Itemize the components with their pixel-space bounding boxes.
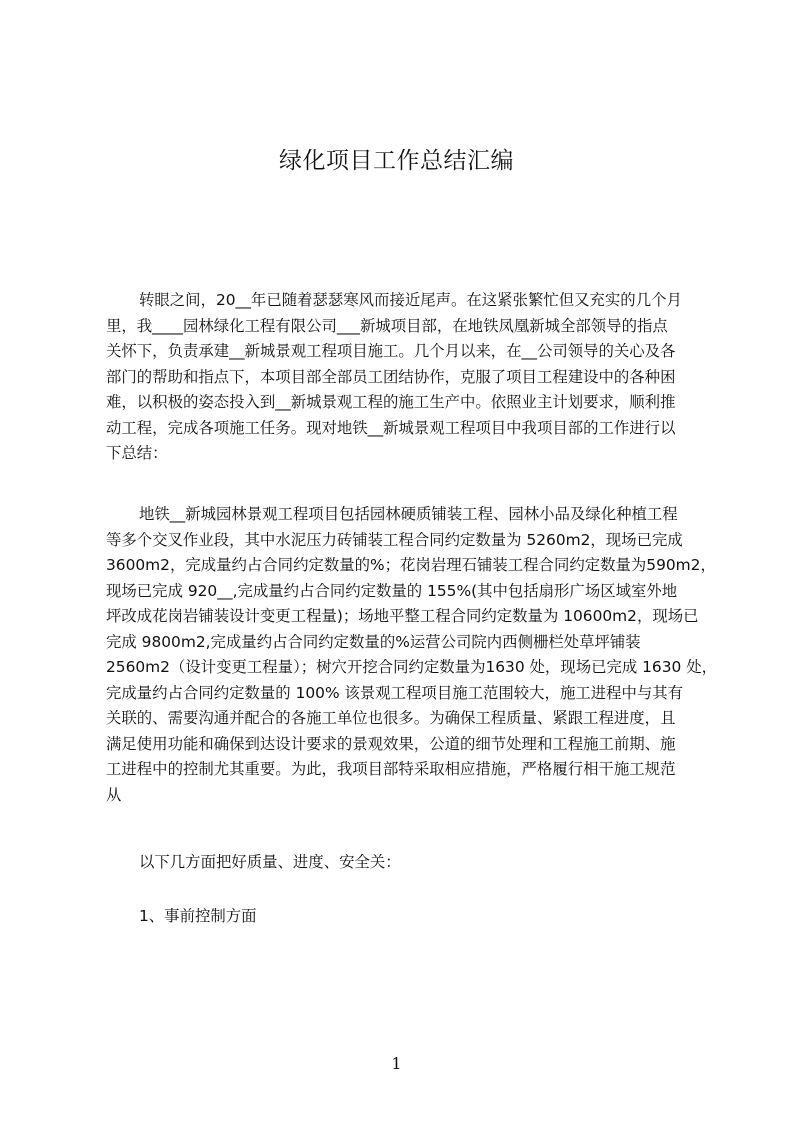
paragraph-line: 3600m2，完成量约占合同约定数量的%；花岗岩理石铺装工程合同约定数量为590m2，: [106, 556, 716, 574]
closing-line: 以下几方面把好质量、进度、安全关：: [139, 853, 401, 871]
paragraph-line: 动工程，完成各项施工任务。现对地铁__新城景观工程项目中我项目部的工作进行以: [106, 418, 676, 437]
paragraph-line: 满足使用功能和确保到达设计要求的景观效果，公道的细节处理和工程施工前期、施: [106, 734, 676, 753]
page-number: 1: [391, 1054, 402, 1073]
document-title: 绿化项目工作总结汇编: [279, 148, 514, 174]
paragraph-line: 关联的、需要沟通并配合的各施工单位也很多。为确保工程质量、紧跟工程进度，且: [106, 709, 676, 727]
paragraph-line: 转眼之间，20__年已随着瑟瑟寒风而接近尾声。在这紧张繁忙但又充实的几个月: [139, 291, 682, 309]
paragraph-line: 完成 9800m2,完成量约占合同约定数量的%运营公司院内西侧栅栏处草坪铺装: [106, 632, 641, 651]
paragraph-line: 下总结：: [106, 444, 168, 462]
paragraph-line: 现场已完成 920__,完成量约占合同约定数量的 155%(其中包括扇形广场区域室外地: [106, 581, 678, 600]
paragraph-line: 里，我____园林绿化工程有限公司___新城项目部，在地铁凤凰新城全部领导的指点: [106, 316, 668, 335]
paragraph-line: 工进程中的控制尤其重要。为此，我项目部特采取相应措施，严格履行相干施工规范: [106, 760, 676, 778]
section-heading: 1、事前控制方面: [139, 907, 257, 925]
paragraph-intro: [106, 288, 701, 467]
paragraph-line: 难，以积极的姿态投入到__新城景观工程的施工生产中。依照业主计划要求，顺利推: [106, 393, 676, 411]
paragraph-line: 完成量约占合同约定数量的 100% 该景观工程项目施工范围较大，施工进程中与其有: [106, 683, 684, 702]
paragraph-line: 部门的帮助和指点下，本项目部全部员工团结协作，克服了项目工程建设中的各种困: [106, 367, 676, 386]
paragraph-line: 2560m2（设计变更工程量）；树穴开挖合同约定数量为1630 处，现场已完成 1630 处，: [106, 658, 717, 676]
paragraph-line: 等多个交叉作业段，其中水泥压力砖铺装工程合同约定数量为 5260m2，现场已完成: [106, 530, 683, 549]
paragraph-line: 坪改成花岗岩铺装设计变更工程量)；场地平整工程合同约定数量为 10600m2，现场已: [106, 607, 699, 625]
paragraph-project-scope: [106, 502, 717, 808]
paragraph-line: 地铁__新城园林景观工程项目包括园林硬质铺装工程、园林小品及绿化种植工程: [139, 505, 678, 523]
paragraph-line: 关怀下，负责承建__新城景观工程项目施工。几个月以来，在__公司领导的关心及各: [106, 342, 676, 360]
paragraph-line: 从: [106, 785, 122, 804]
